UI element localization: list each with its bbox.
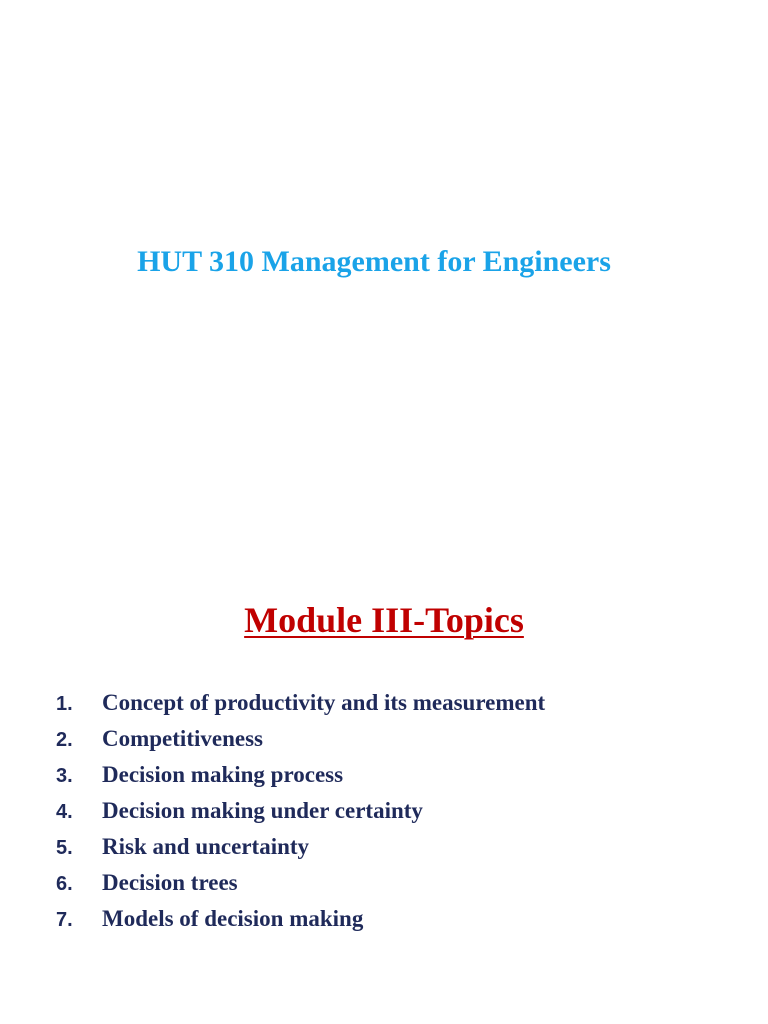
topic-label: Decision trees (102, 870, 238, 895)
course-title: HUT 310 Management for Engineers (137, 245, 611, 278)
topic-label: Competitiveness (102, 726, 263, 751)
list-item (56, 901, 545, 937)
topic-number: 3. (56, 765, 73, 787)
topics-list (56, 685, 545, 937)
topic-number: 2. (56, 729, 73, 751)
list-item (56, 757, 545, 793)
topic-label: Concept of productivity and its measurement (102, 690, 546, 715)
topic-number: 1. (56, 693, 73, 715)
topic-label: Decision making process (102, 762, 344, 787)
list-item (56, 829, 545, 865)
topic-label: Decision making under certainty (102, 798, 423, 823)
list-item (56, 721, 545, 757)
module-heading: Module III-Topics (244, 600, 524, 640)
topic-number: 5. (56, 837, 73, 859)
topic-label: Models of decision making (102, 906, 364, 931)
topic-number: 6. (56, 873, 73, 895)
topic-label: Risk and uncertainty (102, 834, 310, 859)
list-item (56, 685, 545, 721)
topic-number: 4. (56, 801, 73, 823)
list-item (56, 793, 545, 829)
list-item (56, 865, 545, 901)
topic-number: 7. (56, 909, 73, 931)
